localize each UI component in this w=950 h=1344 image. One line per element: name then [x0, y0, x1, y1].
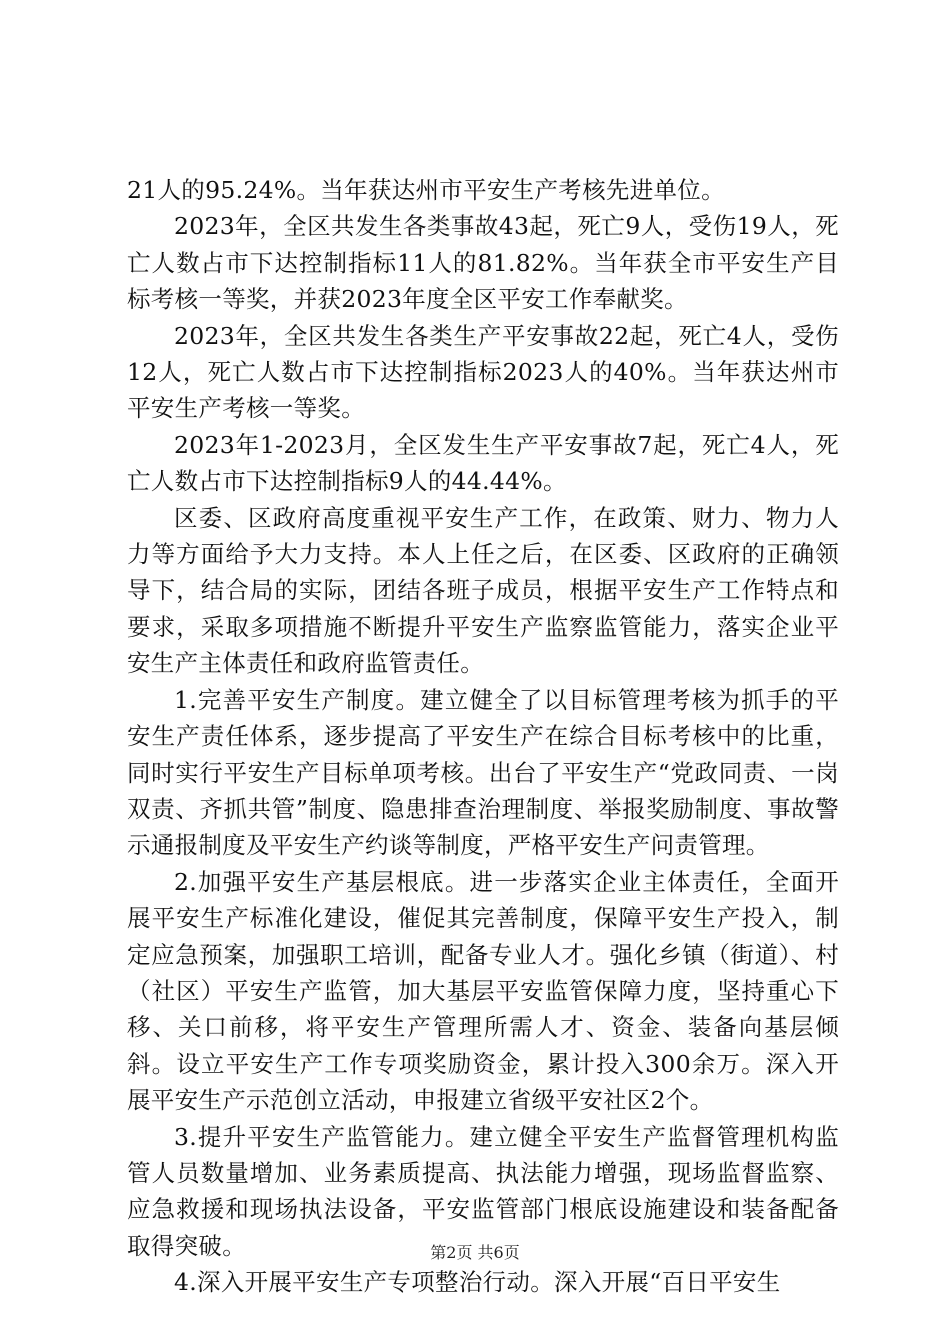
paragraph-3: 2023年，全区共发生各类生产平安事故22起，死亡4人，受伤12人，死亡人数占市下达控制指标2023人的40%。当年获达州市平安生产考核一等奖。	[127, 321, 839, 423]
paragraph-7: 2.加强平安生产基层根底。进一步落实企业主体责任，全面开展平安生产标准化建设，催促其完善制度，保障平安生产投入，制定应急预案，加强职工培训，配备专业人才。强化乡镇（街道）、村（社区）平安生产监管，加大基层平安监管保障力度，坚持重心下移、关口前移，将平安生产管理所需人才、资金、装备向基层倾斜。设立平安生产工作专项奖励资金，累计投入300余万。深入开展平安生产示范创立活动，申报建立省级平安社区2个。	[127, 867, 839, 1115]
document-body	[127, 172, 839, 1301]
paragraph-2: 2023年，全区共发生各类事故43起，死亡9人，受伤19人，死亡人数占市下达控制指标11人的81.82%。当年获全市平安生产目标考核一等奖，并获2023年度全区平安工作奉献奖。	[127, 212, 839, 314]
paragraph-9: 4.深入开展平安生产专项整治行动。深入开展“百日平安生	[174, 1268, 781, 1297]
paragraph-5: 区委、区政府高度重视平安生产工作，在政策、财力、物力人力等方面给予大力支持。本人上任之后，在区委、区政府的正确领导下，结合局的实际，团结各班子成员，根据平安生产工作特点和要求，采取多项措施不断提升平安生产监察监管能力，落实企业平安生产主体责任和政府监管责任。	[127, 503, 839, 678]
page-footer	[0, 1243, 950, 1263]
page-number-label: 第2页 共6页	[430, 1243, 520, 1262]
paragraph-4: 2023年1-2023月，全区发生生产平安事故7起，死亡4人，死亡人数占市下达控制指标9人的44.44%。	[127, 430, 839, 496]
paragraph-1: 21人的95.24%。当年获达州市平安生产考核先进单位。	[127, 176, 725, 204]
paragraph-6: 1.完善平安生产制度。建立健全了以目标管理考核为抓手的平安生产责任体系，逐步提高了平安生产在综合目标考核中的比重，同时实行平安生产目标单项考核。出台了平安生产“党政同责、一岗双责、齐抓共管”制度、隐患排查治理制度、举报奖励制度、事故警示通报制度及平安生产约谈等制度，严格平安生产问责管理。	[127, 685, 839, 860]
paragraph-8: 3.提升平安生产监管能力。建立健全平安生产监督管理机构监管人员数量增加、业务素质提高、执法能力增强，现场监督监察、应急救援和现场执法设备，平安监管部门根底设施建设和装备配备取得突破。	[127, 1122, 839, 1260]
